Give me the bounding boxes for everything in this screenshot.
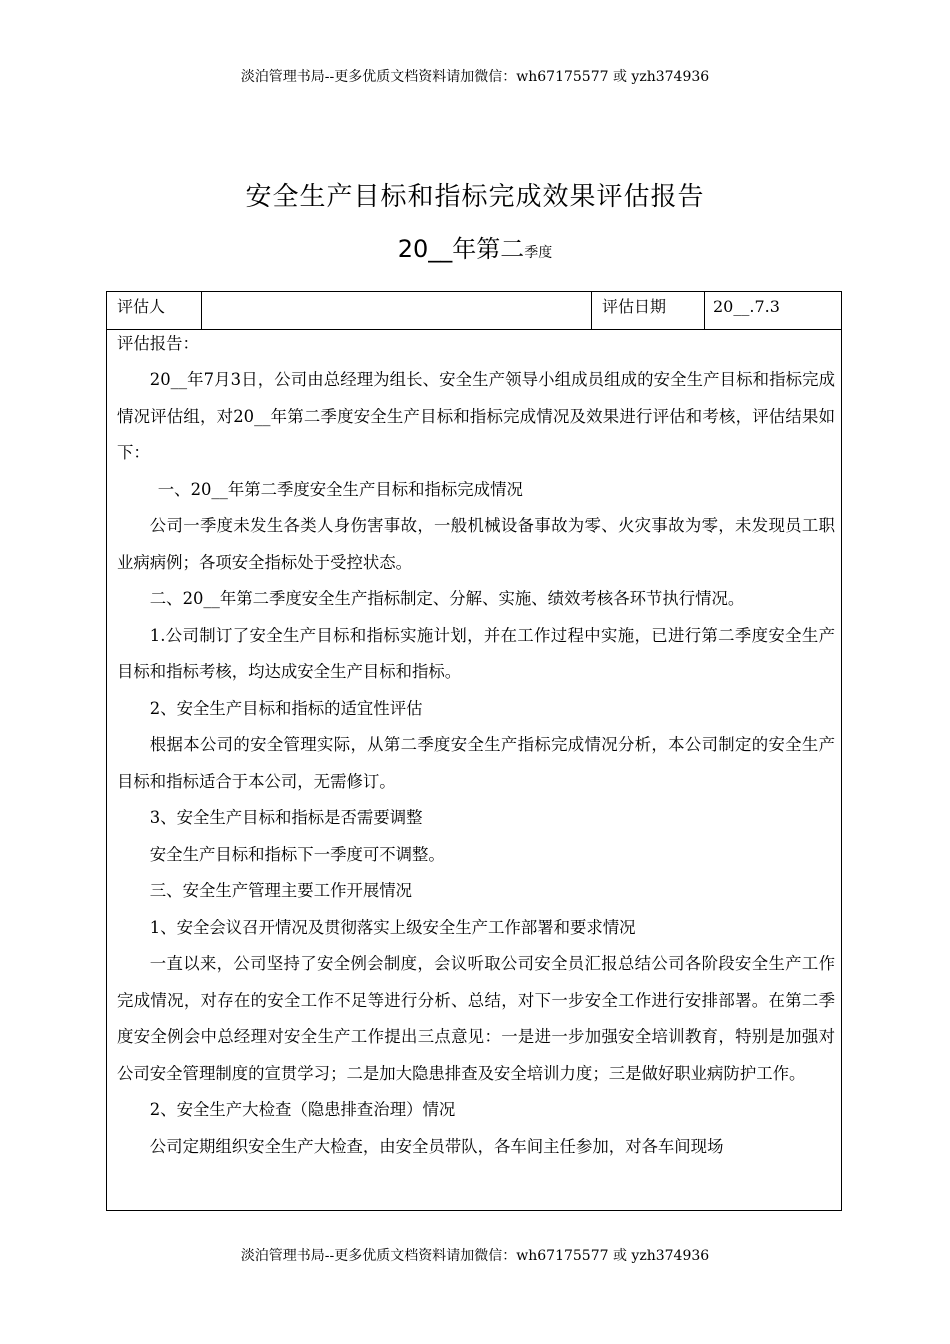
date-value: 20__.7.3	[713, 297, 780, 316]
section-heading: 一、20__年第二季度安全生产目标和指标完成情况	[157, 479, 523, 499]
subsection-heading: 1、安全会议召开情况及贯彻落实上级安全生产工作部署和要求情况	[149, 917, 636, 937]
page-title: 安全生产目标和指标完成效果评估报告	[245, 182, 705, 212]
paragraph: 公司一季度未发生各类人身伤害事故，一般机械设备事故为零、火灾事故为零，未发现员工职业病病例；各项安全指标处于受控状态。	[117, 516, 835, 572]
subsection-heading: 2、安全生产大检查（隐患排查治理）情况	[149, 1100, 456, 1119]
page-subtitle	[0, 229, 950, 264]
report-body	[117, 329, 835, 1209]
section-heading: 三、安全生产管理主要工作开展情况	[149, 881, 413, 900]
page-header: 淡泊管理书局--更多优质文档资料请加微信：wh67175577 或 yzh374936	[240, 69, 710, 85]
paragraph: 安全生产目标和指标下一季度可不调整。	[149, 844, 445, 864]
subtitle-quarter: 季度	[524, 245, 553, 261]
subsection-heading: 2、安全生产目标和指标的适宜性评估	[149, 698, 423, 718]
evaluator-label: 评估人	[107, 292, 202, 329]
paragraph: 根据本公司的安全管理实际，从第二季度安全生产指标完成情况分析，本公司制定的安全生产目标和指标适合于本公司，无需修订。	[117, 735, 835, 791]
report-label: 评估报告：	[117, 334, 199, 353]
page-footer: 淡泊管理书局--更多优质文档资料请加微信：wh67175577 或 yzh374936	[240, 1248, 710, 1264]
paragraph: 20__年7月3日，公司由总经理为组长、安全生产领导小组成员组成的安全生产目标和指标完成情况评估组，对20__年第二季度安全生产目标和指标完成情况及效果进行评估和考核，评估结果如下：	[117, 370, 835, 462]
paragraph: 1.公司制订了安全生产目标和指标实施计划，并在工作过程中实施，已进行第二季度安全生产目标和指标考核，均达成安全生产目标和指标。	[117, 625, 835, 681]
evaluator-value	[202, 292, 592, 329]
subtitle-main: 20__年第二	[397, 235, 525, 263]
section-heading: 二、20__年第二季度安全生产指标制定、分解、实施、绩效考核各环节执行情况。	[149, 589, 745, 608]
date-label: 评估日期	[592, 292, 705, 329]
subsection-heading: 3、安全生产目标和指标是否需要调整	[149, 808, 423, 827]
paragraph: 一直以来，公司坚持了安全例会制度，会议听取公司安全员汇报总结公司各阶段安全生产工作完成情况，对存在的安全工作不足等进行分析、总结，对下一步安全工作进行安排部署。在第二季度安全例会中总经理对安全生产工作提出三点意见：一是进一步加强安全培训教育，特别是加强对公司安全管理制度的宣贯学习；二是加大隐患排查及安全培训力度；三是做好职业病防护工作。	[117, 954, 835, 1083]
report-table	[106, 291, 842, 1211]
info-row	[107, 292, 841, 330]
paragraph: 公司定期组织安全生产大检查，由安全员带队，各车间主任参加，对各车间现场	[149, 1136, 724, 1156]
